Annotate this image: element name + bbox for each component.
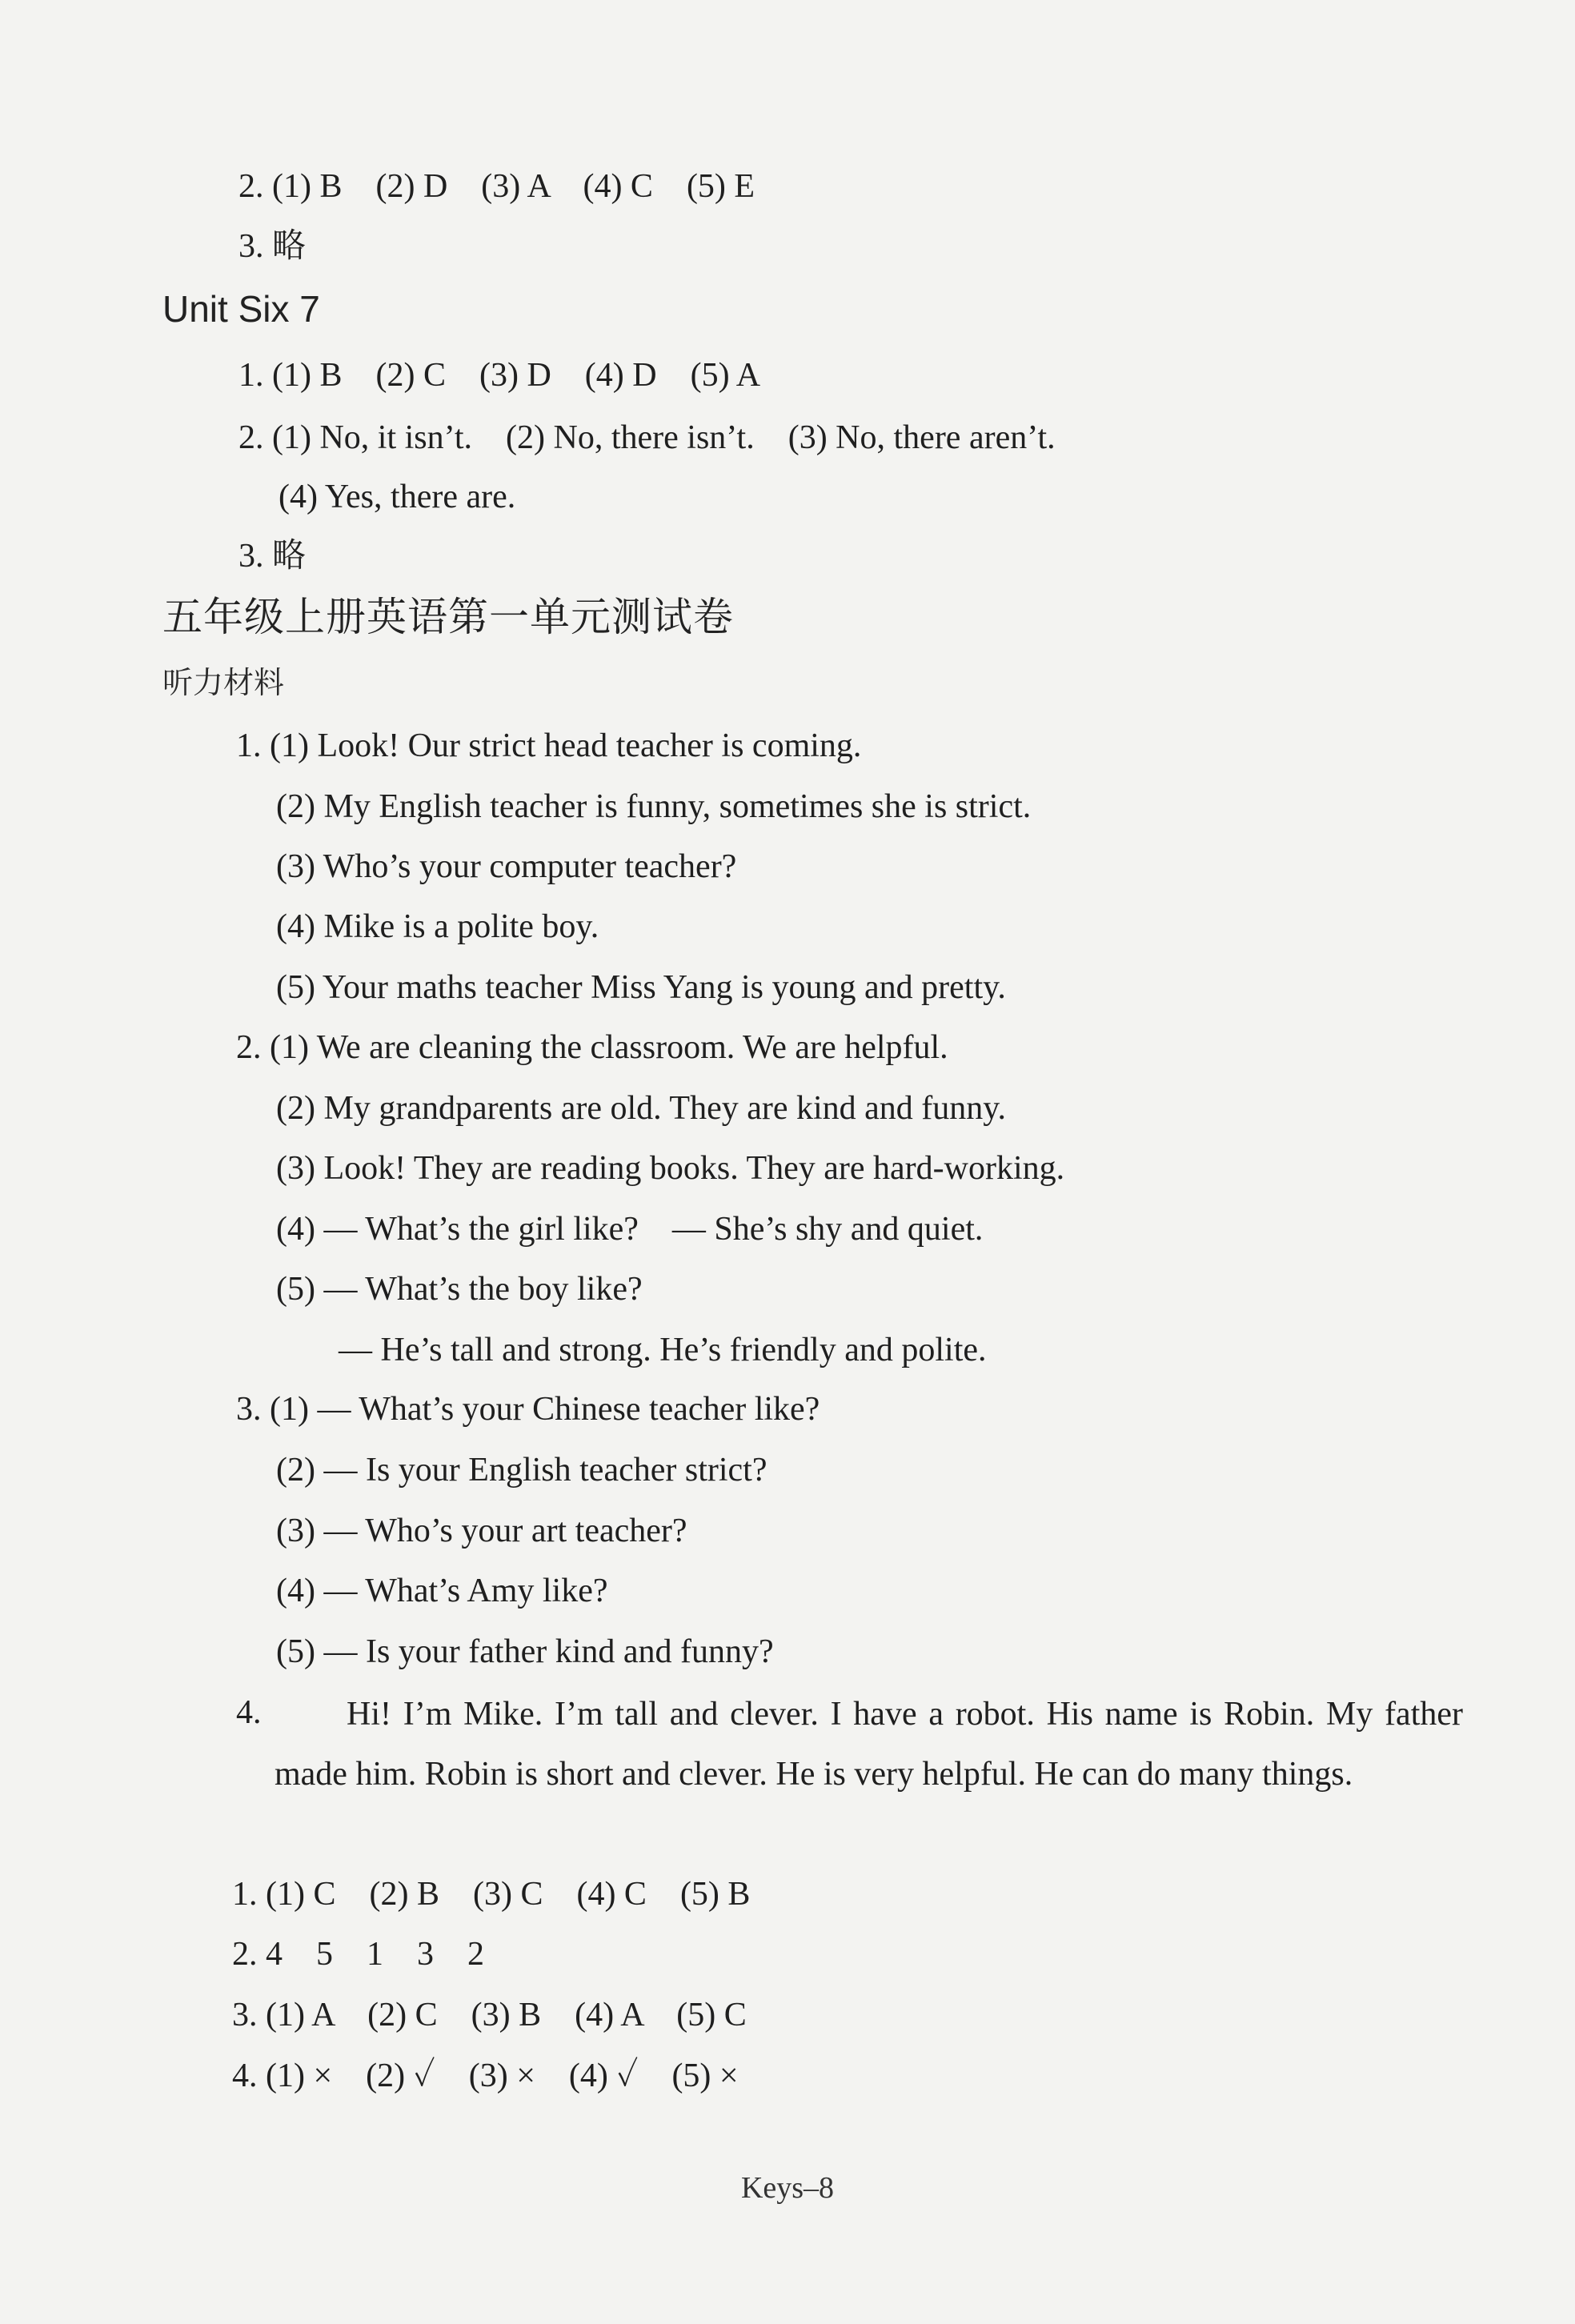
listening-line: (3) — Who’s your art teacher? — [276, 1513, 687, 1549]
listening-line: (4) — What’s the girl like? — She’s shy and quiet. — [276, 1211, 984, 1248]
unit-six-answer-3: 3. 略 — [238, 538, 307, 575]
unit-six-answer-1: 1. (1) B (2) C (3) D (4) D (5) A — [238, 357, 761, 394]
listening-line: (2) My grandparents are old. They are kind and funny. — [276, 1090, 1007, 1127]
answer-line: 3. (1) A (2) C (3) B (4) A (5) C — [232, 1997, 747, 2034]
answer-line: 1. (1) C (2) B (3) C (4) C (5) B — [232, 1876, 751, 1913]
unit-six-answer-2: 2. (1) No, it isn’t. (2) No, there isn’t. (3) No, there aren’t. — [238, 419, 1056, 456]
listening-line: (5) Your maths teacher Miss Yang is young and pretty. — [276, 969, 1006, 1006]
listening-label: 听力材料 — [162, 665, 285, 700]
unit-six-answer-2-cont: (4) Yes, there are. — [279, 479, 516, 515]
unit-six-7-heading: Unit Six 7 — [162, 288, 320, 330]
listening-line: (2) — Is your English teacher strict? — [276, 1452, 767, 1489]
listening-line: (3) Look! They are reading books. They are hard-working. — [276, 1150, 1065, 1187]
listening-line: 1. (1) Look! Our strict head teacher is coming. — [236, 727, 862, 764]
top-answer-line-2: 2. (1) B (2) D (3) A (4) C (5) E — [238, 168, 755, 205]
test-title: 五年级上册英语第一单元测试卷 — [162, 595, 734, 639]
page-footer: Keys–8 — [740, 2171, 835, 2205]
listening-line: (2) My English teacher is funny, sometimes she is strict. — [276, 788, 1032, 825]
listening-line: 2. (1) We are cleaning the classroom. We are helpful. — [236, 1029, 948, 1066]
listening-passage: Hi! I’m Mike. I’m tall and clever. I have a robot. His name is Robin. My father made him. Robin is short and clever. He is very helpful. He can do many things. — [275, 1696, 1463, 1793]
listening-line: — He’s tall and strong. He’s friendly and polite. — [339, 1332, 987, 1368]
listening-line: (4) Mike is a polite boy. — [276, 908, 599, 945]
listening-line: (4) — What’s Amy like? — [276, 1573, 608, 1609]
answer-line: 2. 4 5 1 3 2 — [232, 1936, 485, 1973]
passage-number: 4. — [236, 1694, 262, 1731]
listening-line: (5) — What’s the boy like? — [276, 1271, 643, 1308]
top-answer-line-3: 3. 略 — [238, 228, 307, 265]
listening-line: (3) Who’s your computer teacher? — [276, 848, 737, 885]
listening-line: (5) — Is your father kind and funny? — [276, 1633, 774, 1670]
listening-line: 3. (1) — What’s your Chinese teacher like? — [236, 1391, 820, 1428]
answer-line: 4. (1) × (2) ✓ (3) × (4) ✓ (5) × — [232, 2058, 739, 2094]
